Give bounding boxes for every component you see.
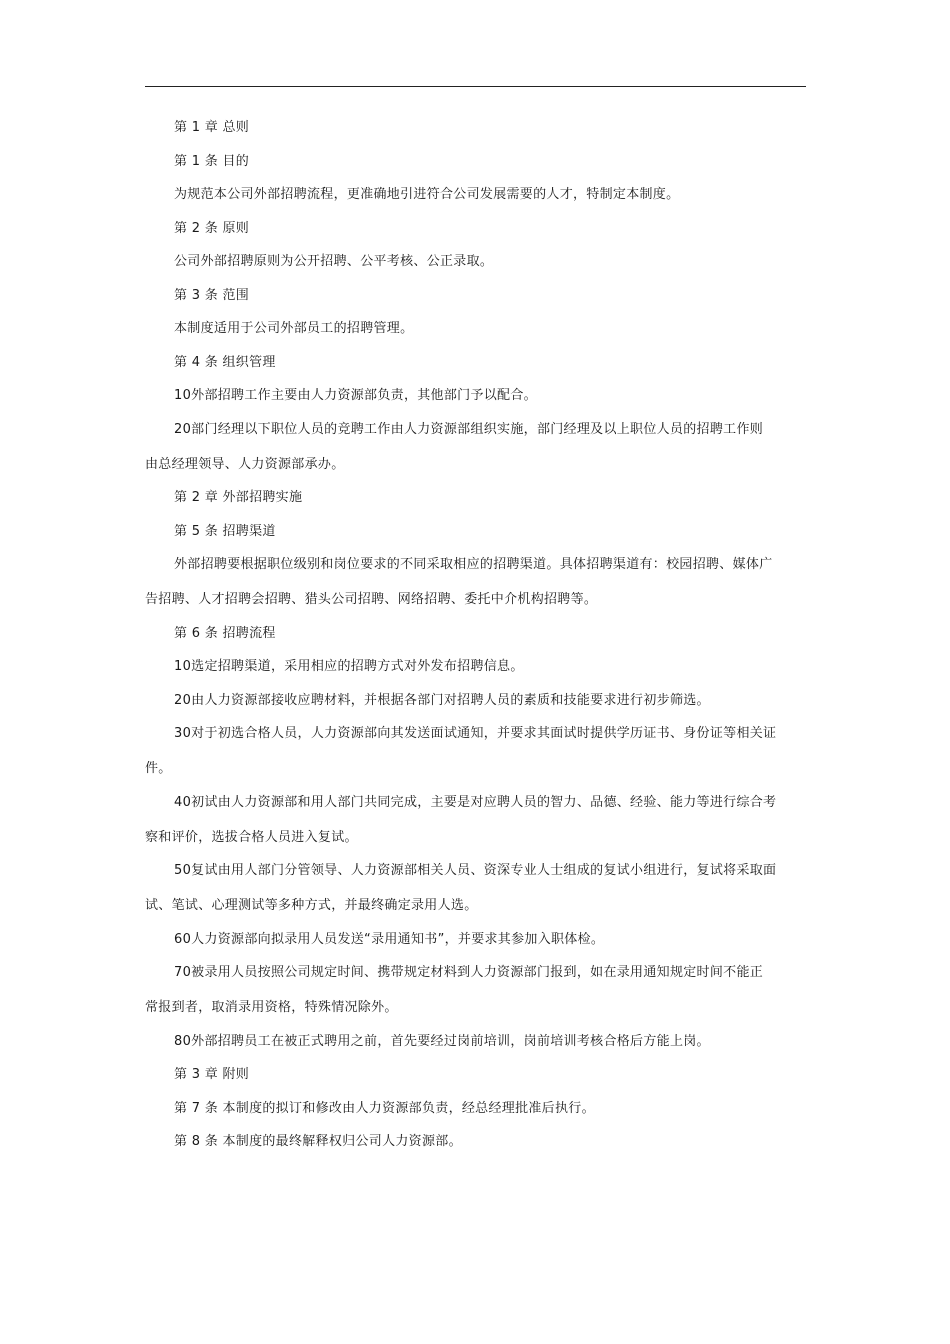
chapter-heading — [145, 1064, 806, 1086]
line-text: 10选定招聘渠道，采用相应的招聘方式对外发布招聘信息。 — [174, 659, 524, 674]
paragraph — [145, 860, 806, 917]
line-text: 50复试由用人部门分管领导、人力资源部相关人员、资深专业人士组成的复试小组进行，复试将采取面 — [174, 863, 777, 878]
paragraph — [145, 962, 806, 1019]
article-heading — [145, 218, 806, 240]
line-text: 为规范本公司外部招聘流程，更准确地引进符合公司发展需要的人才，特制定本制度。 — [174, 187, 680, 202]
chapter-heading — [145, 487, 806, 509]
line-text: 第 4 条 组织管理 — [174, 354, 276, 370]
line-continuation: 由总经理领导、人力资源部承办。 — [145, 456, 345, 472]
line-text: 第 1 条 目的 — [174, 153, 250, 169]
line-text: 30对于初选合格人员，人力资源部向其发送面试通知，并要求其面试时提供学历证书、身份证等相关证 — [174, 726, 777, 741]
paragraph — [145, 318, 806, 340]
line-text: 20由人力资源部接收应聘材料，并根据各部门对招聘人员的素质和技能要求进行初步筛选。 — [174, 692, 710, 708]
line-text: 第 5 条 招聘渠道 — [174, 523, 276, 539]
line-continuation: 件。 — [145, 761, 172, 776]
line-text: 60人力资源部向拟录用人员发送“录用通知书”，并要求其参加入职体检。 — [174, 931, 605, 947]
paragraph — [145, 792, 806, 849]
line-text: 第 3 章 附则 — [174, 1067, 250, 1082]
paragraph — [145, 419, 806, 476]
line-text: 80外部招聘员工在被正式聘用之前，首先要经过岗前培训，岗前培训考核合格后方能上岗。 — [174, 1033, 710, 1049]
article-heading — [145, 151, 806, 173]
line-continuation: 察和评价，选拔合格人员进入复试。 — [145, 829, 358, 845]
line-text: 公司外部招聘原则为公开招聘、公平考核、公正录取。 — [174, 254, 494, 269]
line-text: 10外部招聘工作主要由人力资源部负责，其他部门予以配合。 — [174, 388, 537, 403]
paragraph — [145, 251, 806, 273]
article-heading — [145, 1098, 806, 1120]
article-heading — [145, 623, 806, 645]
paragraph — [145, 656, 806, 678]
chapter-heading — [145, 117, 806, 139]
line-continuation: 告招聘、人才招聘会招聘、猎头公司招聘、网络招聘、委托中介机构招聘等。 — [145, 592, 598, 607]
paragraph — [145, 929, 806, 951]
paragraph — [145, 385, 806, 407]
article-heading — [145, 1131, 806, 1153]
line-text: 本制度适用于公司外部员工的招聘管理。 — [174, 321, 414, 336]
article-heading — [145, 285, 806, 307]
line-text: 第 3 条 范围 — [174, 287, 250, 303]
line-text: 外部招聘要根据职位级别和岗位要求的不同采取相应的招聘渠道。具体招聘渠道有：校园招聘、媒体广 — [174, 557, 773, 572]
article-heading — [145, 521, 806, 543]
line-continuation: 常报到者，取消录用资格，特殊情况除外。 — [145, 1000, 398, 1015]
line-text: 第 8 条 本制度的最终解释权归公司人力资源部。 — [174, 1134, 462, 1149]
paragraph — [145, 690, 806, 712]
line-text: 第 2 章 外部招聘实施 — [174, 490, 303, 505]
line-continuation: 试、笔试、心理测试等多种方式，并最终确定录用人选。 — [145, 898, 478, 913]
line-text: 70被录用人员按照公司规定时间、携带规定材料到人力资源部门报到，如在录用通知规定时间不能正 — [174, 965, 764, 980]
line-text: 20部门经理以下职位人员的竞聘工作由人力资源部组织实施，部门经理及以上职位人员的招聘工作则 — [174, 421, 764, 437]
line-text: 第 2 条 原则 — [174, 220, 250, 236]
header-rule — [145, 86, 806, 87]
paragraph — [145, 554, 806, 611]
paragraph — [145, 723, 806, 780]
document-body — [145, 117, 806, 1165]
line-text: 40初试由人力资源部和用人部门共同完成，主要是对应聘人员的智力、品德、经验、能力等进行综合考 — [174, 794, 777, 810]
article-heading — [145, 352, 806, 374]
line-text: 第 1 章 总则 — [174, 120, 250, 135]
paragraph — [145, 184, 806, 206]
paragraph — [145, 1031, 806, 1053]
line-text: 第 7 条 本制度的拟订和修改由人力资源部负责，经总经理批准后执行。 — [174, 1100, 595, 1116]
line-text: 第 6 条 招聘流程 — [174, 625, 276, 641]
